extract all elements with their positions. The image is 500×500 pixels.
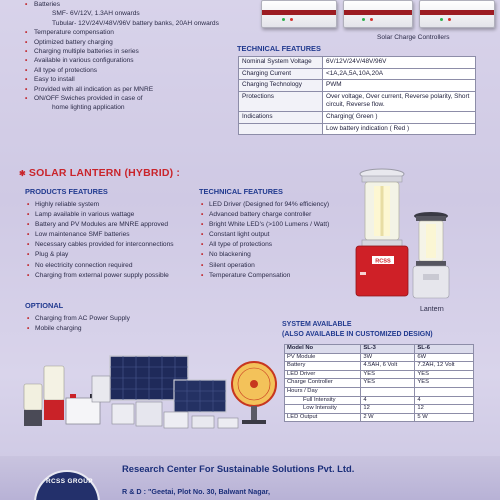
list-item-text: LED Driver (Designed for 94% efficiency) — [209, 201, 330, 208]
sl3-value: 3W — [361, 353, 415, 362]
spec-value: PWM — [323, 80, 476, 92]
bullet-icon: • — [27, 251, 30, 259]
lantern-technical-features-title: TECHNICAL FEATURES — [199, 187, 283, 196]
feature-item — [22, 66, 252, 75]
feature-text: Optimized battery charging — [34, 38, 113, 46]
list-item-text: Advanced battery charge controller — [209, 211, 312, 219]
feature-item — [22, 103, 252, 112]
list-item — [25, 230, 205, 240]
table-row — [239, 123, 476, 135]
sl3-value: 4 — [361, 396, 415, 405]
list-item-text: Charging from AC Power Supply — [35, 315, 130, 322]
bullet-icon: • — [27, 271, 30, 279]
list-item — [25, 210, 205, 220]
table-header-cell: SL-3 — [361, 345, 415, 354]
bullet-icon: • — [201, 251, 204, 259]
mini-lanterns — [24, 366, 64, 426]
charge-controller-unit — [419, 0, 495, 28]
feature-text: Provided with all indication as per MNRE — [34, 85, 154, 93]
sl3-value: YES — [361, 379, 415, 388]
row-label: Battery — [285, 362, 361, 371]
list-item-text: Battery and PV Modules are MNRE approved — [35, 221, 169, 229]
sl3-value: 12 — [361, 405, 415, 414]
list-item-text: Silent operation — [209, 261, 255, 269]
bullet-icon: • — [25, 29, 28, 37]
bullet-icon: • — [25, 38, 28, 46]
feature-item — [22, 75, 252, 84]
table-row — [285, 405, 474, 414]
list-item — [199, 240, 359, 250]
feature-text: All type of protections — [34, 66, 98, 74]
fan-image — [232, 362, 276, 424]
feature-text: home lighting application — [52, 104, 125, 112]
products-features-list — [25, 200, 205, 281]
table-row — [285, 413, 474, 422]
top-feature-list — [22, 0, 252, 113]
feature-item — [22, 38, 252, 47]
feature-item — [22, 28, 252, 37]
sl3-value: 4.5AH, 6 Volt — [361, 362, 415, 371]
solar-lantern-heading — [19, 167, 180, 179]
charge-controller-unit — [261, 0, 337, 28]
list-item — [25, 240, 205, 250]
row-label: LED Driver — [285, 370, 361, 379]
bullet-icon: • — [27, 315, 30, 322]
solar-products-image — [22, 354, 284, 434]
row-label: LED Output — [285, 413, 361, 422]
feature-text: Available in various configurations — [34, 57, 134, 65]
feature-text: Easy to install — [34, 76, 75, 84]
feature-item — [22, 56, 252, 65]
bullet-icon: • — [27, 201, 30, 208]
company-name: Research Center For Sustainable Solutions Pvt. Ltd. — [122, 463, 355, 474]
list-item — [199, 271, 359, 281]
bullet-icon: • — [25, 1, 28, 8]
sl6-value: 4 — [415, 396, 474, 405]
bullet-icon: • — [27, 231, 30, 239]
list-item — [25, 271, 205, 281]
bullet-icon: • — [201, 211, 204, 219]
table-row — [285, 379, 474, 388]
spec-value: 6V/12V/24V/48V/96V — [323, 57, 476, 69]
company-address: R & D : "Geetai, Plot No. 30, Balwant Nagar, — [122, 487, 270, 496]
list-item — [25, 314, 205, 324]
table-row — [239, 57, 476, 69]
row-label: Hours / Day — [285, 387, 361, 396]
lantern-technical-features-list — [199, 200, 359, 281]
row-label: Charge Controller — [285, 379, 361, 388]
table-header-cell: SL-6 — [415, 345, 474, 354]
feature-item — [22, 85, 252, 94]
table-row — [239, 68, 476, 80]
bullet-icon: • — [25, 76, 28, 84]
list-item-text: Necessary cables provided for interconnections — [35, 241, 174, 249]
list-item — [199, 220, 359, 230]
table-row — [239, 91, 476, 111]
bullet-icon: • — [27, 261, 30, 269]
list-item-text: Lamp available in various wattage — [35, 211, 135, 219]
feature-text: Temperature compensation — [34, 29, 114, 37]
list-item — [199, 210, 359, 220]
sl6-value: 12 — [415, 405, 474, 414]
charge-controllers-image — [257, 0, 500, 34]
optional-list — [25, 314, 205, 334]
sl6-value — [415, 387, 474, 396]
table-row — [239, 80, 476, 92]
system-available-title — [282, 320, 433, 339]
feature-item — [22, 94, 252, 103]
feature-text: Tubular- 12V/24V/48V/96V battery banks, 20AH onwards — [52, 19, 219, 27]
spec-value: Low battery indication ( Red ) — [323, 123, 476, 135]
system-available-line2: (ALSO AVAILABLE IN CUSTOMIZED DESIGN) — [282, 330, 433, 338]
list-item-text: No blackening — [209, 251, 251, 259]
list-item-text: Plug & play — [35, 251, 69, 259]
spec-value: <1A,2A,5A,10A,20A — [323, 68, 476, 80]
row-label: PV Module — [285, 353, 361, 362]
list-item — [199, 250, 359, 260]
sl6-value: YES — [415, 379, 474, 388]
table-row — [285, 370, 474, 379]
feature-item — [22, 9, 252, 18]
bullet-icon: • — [27, 221, 30, 229]
table-row — [285, 353, 474, 362]
charge-controller-unit — [343, 0, 413, 28]
technical-features-table — [238, 56, 476, 135]
logo-text: RCSS GROUP — [46, 478, 93, 485]
products-features-title: PRODUCTS FEATURES — [25, 187, 108, 196]
bullet-icon: • — [27, 241, 30, 249]
sl6-value: YES — [415, 370, 474, 379]
spec-value: Charging( Green ) — [323, 111, 476, 123]
lantern-large-image — [352, 168, 412, 300]
spec-value: Over voltage, Over current, Reverse polarity, Short circuit, Reverse flow. — [323, 91, 476, 111]
table-header-cell: Model No — [285, 345, 361, 354]
table-row — [239, 111, 476, 123]
list-item-text: Low maintenance SMF batteries — [35, 231, 130, 239]
spec-key: Charging Technology — [239, 80, 323, 92]
list-item — [25, 261, 205, 271]
sl3-value: YES — [361, 370, 415, 379]
list-item-text: Mobile charging — [35, 325, 82, 333]
list-item-text: Temperature Compensation — [209, 271, 291, 279]
feature-text: Charging multiple batteries in series — [34, 48, 139, 56]
table-header-row — [285, 345, 474, 354]
spec-key: Charging Current — [239, 68, 323, 80]
feature-item — [22, 19, 252, 28]
table-row — [285, 396, 474, 405]
list-item-text: Highly reliable system — [35, 201, 100, 208]
sl6-value: 5 W — [415, 413, 474, 422]
row-label: Low Intensity — [285, 405, 361, 414]
table-row — [285, 387, 474, 396]
lantern-caption: Lantern — [420, 306, 444, 313]
list-item-text: Charging from external power supply possible — [35, 271, 169, 279]
optional-title: OPTIONAL — [25, 301, 64, 310]
sl6-value: 7.2AH, 12 Volt — [415, 362, 474, 371]
lantern-badge-label: RCSS — [375, 258, 391, 265]
spec-key — [239, 123, 323, 135]
bullet-icon: • — [25, 57, 28, 65]
list-item-text: No electricity connection required — [35, 261, 133, 269]
list-item-text: Constant light output — [209, 231, 270, 239]
list-item — [25, 250, 205, 260]
controllers-caption: Solar Charge Controllers — [377, 34, 450, 41]
spec-key: Nominal System Voltage — [239, 57, 323, 69]
table-row — [285, 362, 474, 371]
sl3-value — [361, 387, 415, 396]
spec-key: Protections — [239, 91, 323, 111]
bullet-icon: • — [25, 85, 28, 93]
bullet-icon: • — [201, 261, 204, 269]
feature-text: Batteries — [34, 1, 61, 8]
system-available-table — [284, 344, 474, 422]
solar-panel-small — [174, 380, 226, 412]
bullet-icon: • — [27, 325, 30, 333]
feature-text: SMF- 6V/12V, 1.3AH onwards — [52, 10, 140, 18]
list-item-text: All type of protections — [209, 241, 273, 249]
row-label: Full Intensity — [285, 396, 361, 405]
solar-lantern-title: SOLAR LANTERN (HYBRID) : — [28, 167, 181, 179]
list-item — [199, 230, 359, 240]
bullet-icon: • — [25, 48, 28, 56]
bullet-icon: • — [201, 241, 204, 249]
bullet-icon: • — [27, 211, 30, 219]
bullet-icon: • — [201, 231, 204, 239]
spec-key: Indications — [239, 111, 323, 123]
sl3-value: 2 W — [361, 413, 415, 422]
feature-item — [22, 47, 252, 56]
bullet-icon: • — [25, 66, 28, 74]
bullet-icon: • — [201, 271, 204, 279]
bullet-icon: • — [25, 95, 28, 103]
system-available-line1: SYSTEM AVAILABLE — [282, 321, 352, 328]
list-item — [199, 200, 359, 210]
bullet-icon: • — [201, 221, 204, 229]
bullet-icon: • — [201, 201, 204, 208]
lantern-small-image — [410, 210, 452, 300]
list-item-text: Bright White LED's (>100 Lumens / Watt) — [209, 221, 330, 229]
list-item — [199, 261, 359, 271]
feature-item — [22, 0, 252, 9]
sl6-value: 6W — [415, 353, 474, 362]
list-item — [25, 200, 205, 210]
star-icon: ✱ — [19, 169, 26, 178]
list-item — [25, 220, 205, 230]
technical-features-title: TECHNICAL FEATURES — [237, 44, 321, 53]
feature-text: ON/OFF Swiches provided in case of — [34, 95, 143, 103]
list-item — [25, 324, 205, 334]
